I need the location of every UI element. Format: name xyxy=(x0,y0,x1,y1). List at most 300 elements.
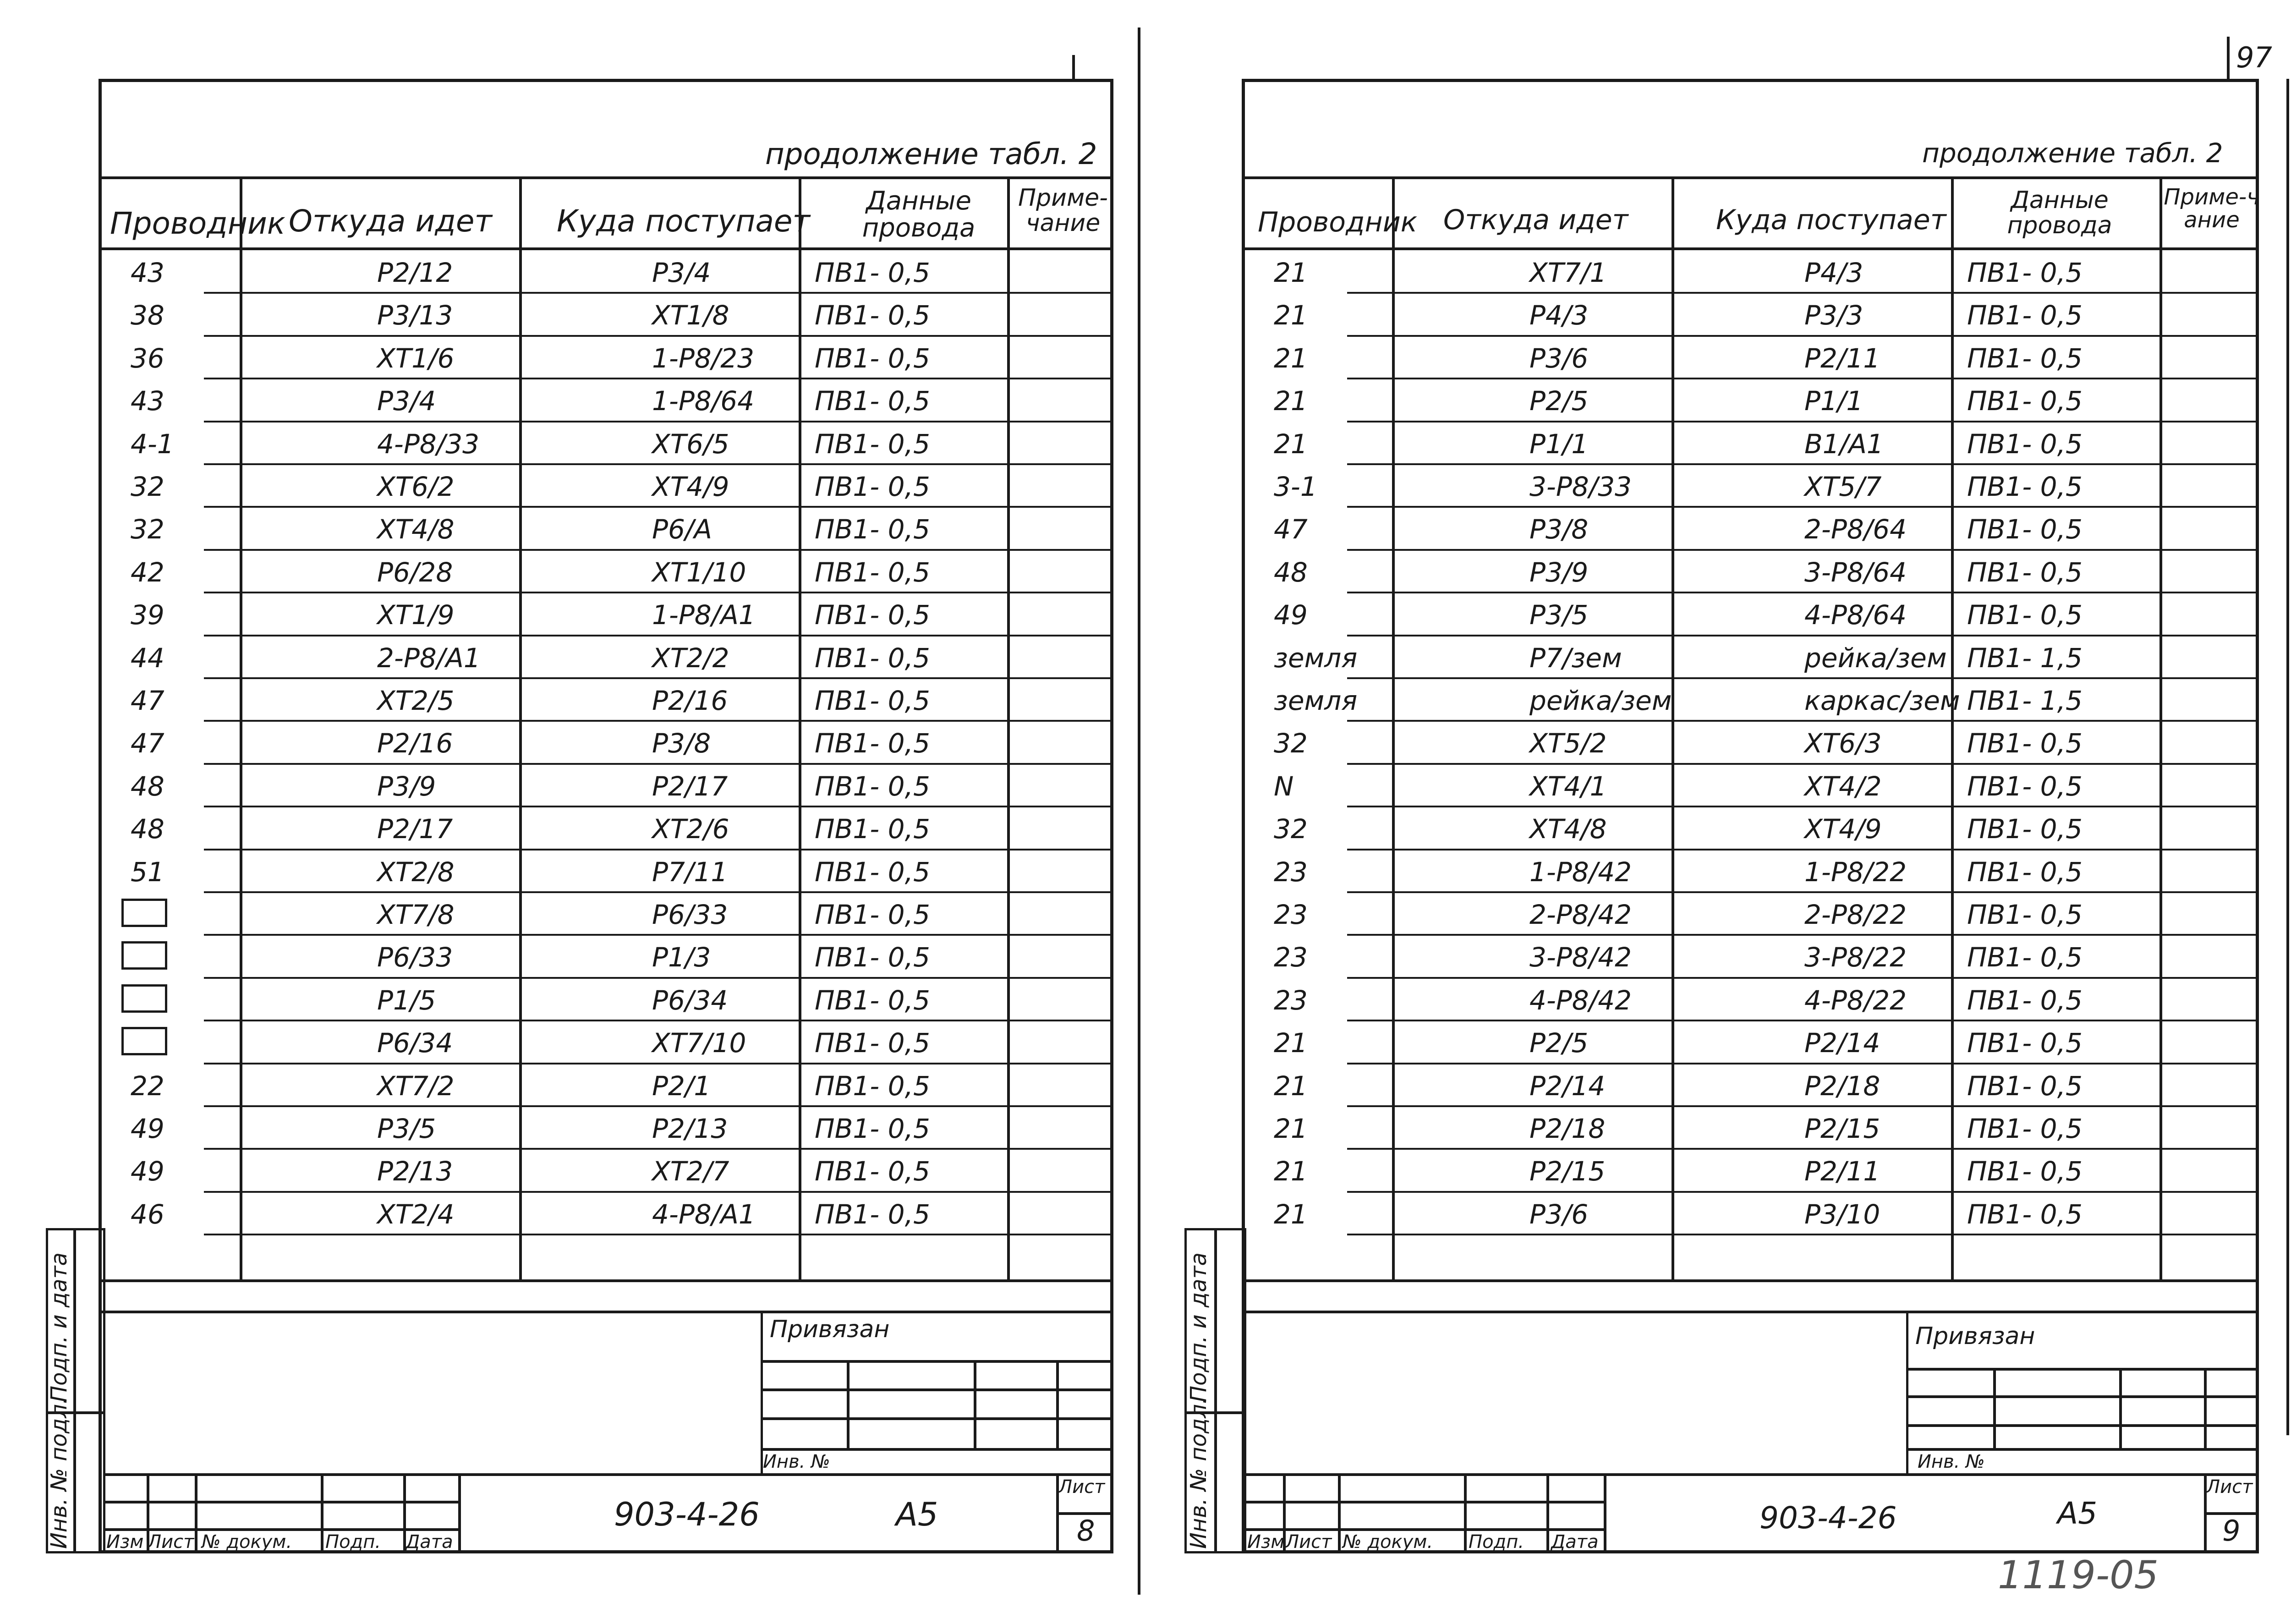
cell-conductor: 44 xyxy=(131,642,164,674)
cell-conductor: 47 xyxy=(131,685,164,716)
cell-conductor: 36 xyxy=(131,342,164,374)
left-sheet-label: Лист xyxy=(1058,1476,1105,1498)
right-stamp-top xyxy=(1246,1473,2259,1476)
left-top-tick xyxy=(1072,55,1075,81)
cell-from: 1-Р8/42 xyxy=(1529,856,1632,888)
cell-conductor: 49 xyxy=(131,1156,164,1187)
cell-conductor: 47 xyxy=(131,728,164,759)
row-separator xyxy=(1347,506,2259,508)
cell-conductor: 48 xyxy=(1274,556,1308,588)
cell-conductor: 23 xyxy=(1274,984,1308,1016)
row-separator xyxy=(1347,849,2259,850)
right-sheet-label: Лист xyxy=(2206,1476,2253,1498)
cell-conductor: 39 xyxy=(131,599,164,631)
left-header-from: Откуда идет xyxy=(289,203,492,239)
cell-from: Р2/16 xyxy=(377,728,453,759)
cell-wire-data: ПВ1- 0,5 xyxy=(815,514,930,545)
empty-conductor-box xyxy=(121,899,167,927)
cell-to: 1-Р8/А1 xyxy=(652,599,756,631)
right-page-number: 97 xyxy=(2236,41,2272,74)
left-table-top-line xyxy=(99,176,1113,179)
row-separator xyxy=(1347,1148,2259,1150)
cell-from: ХТ2/4 xyxy=(377,1198,455,1230)
left-bound-grid xyxy=(761,1311,1113,1476)
row-separator xyxy=(204,677,1113,679)
cell-from: 3-Р8/33 xyxy=(1529,471,1632,502)
left-side-label-top: Подп. и дата xyxy=(46,1252,72,1402)
left-side-label-bottom: Инв. № подл. xyxy=(46,1397,72,1549)
cell-wire-data: ПВ1- 0,5 xyxy=(1967,984,2083,1016)
left-bound-col-2 xyxy=(974,1360,976,1448)
cell-from: Р6/34 xyxy=(377,1027,453,1059)
cell-from: 2-Р8/42 xyxy=(1529,899,1632,930)
row-separator xyxy=(204,549,1113,551)
cell-wire-data: ПВ1- 0,5 xyxy=(1967,257,2083,288)
cell-to: Р2/17 xyxy=(652,770,728,802)
cell-to: 2-Р8/22 xyxy=(1804,899,1907,930)
cell-from: Р2/18 xyxy=(1529,1113,1606,1144)
left-header-conductor: Проводник xyxy=(110,206,285,241)
cell-to: Р2/13 xyxy=(652,1113,728,1144)
cell-from: Р3/5 xyxy=(1529,599,1589,631)
cell-wire-data: ПВ1- 0,5 xyxy=(815,257,930,288)
right-stamp-mid-1 xyxy=(1246,1501,1604,1503)
cell-conductor: 47 xyxy=(1274,514,1308,545)
right-header-from: Откуда идет xyxy=(1443,204,1628,236)
cell-to: 1-Р8/22 xyxy=(1804,856,1907,888)
cell-wire-data: ПВ1- 0,5 xyxy=(815,728,930,759)
cell-to: ХТ6/3 xyxy=(1804,728,1882,759)
cell-to: ХТ2/6 xyxy=(652,813,729,845)
cell-to: Р6/34 xyxy=(652,984,728,1016)
cell-to: ХТ1/10 xyxy=(652,556,746,588)
cell-from: 2-Р8/А1 xyxy=(377,642,481,674)
cell-to: 2-Р8/64 xyxy=(1804,514,1907,545)
right-header-wire-data: Данные провода xyxy=(2007,187,2112,239)
cell-conductor: 21 xyxy=(1274,428,1308,460)
right-stamp-col-3 xyxy=(1464,1473,1467,1553)
cell-from: Р6/33 xyxy=(377,942,453,973)
cell-conductor: 48 xyxy=(131,813,164,845)
left-col-divider-2 xyxy=(519,176,522,1281)
right-side-label-bottom: Инв. № подл. xyxy=(1186,1397,1211,1549)
cell-to: Р3/4 xyxy=(652,257,711,288)
cell-from: Р3/6 xyxy=(1529,342,1589,374)
row-separator xyxy=(1347,292,2259,294)
cell-from: 4-Р8/33 xyxy=(377,428,480,460)
cell-wire-data: ПВ1- 0,5 xyxy=(815,685,930,716)
cell-from: Р3/4 xyxy=(377,385,436,417)
cell-wire-data: ПВ1- 0,5 xyxy=(815,1070,930,1102)
cell-to: Р2/1 xyxy=(652,1070,711,1102)
cell-to: ХТ1/8 xyxy=(652,300,729,331)
row-separator xyxy=(204,421,1113,422)
cell-to: ХТ6/5 xyxy=(652,428,729,460)
row-separator xyxy=(204,1020,1113,1021)
cell-conductor: N xyxy=(1274,770,1294,802)
row-separator xyxy=(1347,891,2259,893)
right-stamp-col-4 xyxy=(1546,1473,1549,1553)
cell-from: Р2/15 xyxy=(1529,1156,1606,1187)
cell-from: Р2/14 xyxy=(1529,1070,1606,1102)
cell-to: каркас/зем xyxy=(1804,685,1960,716)
right-footer-code: 1119-05 xyxy=(1998,1553,2159,1597)
cell-from: Р3/13 xyxy=(377,300,453,331)
row-separator xyxy=(204,1105,1113,1107)
row-separator xyxy=(204,1148,1113,1150)
cell-wire-data: ПВ1- 0,5 xyxy=(1967,1156,2083,1187)
cell-to: Р2/18 xyxy=(1804,1070,1880,1102)
row-separator xyxy=(1347,806,2259,807)
cell-wire-data: ПВ1- 0,5 xyxy=(815,1156,930,1187)
cell-wire-data: ПВ1- 0,5 xyxy=(1967,899,2083,930)
cell-wire-data: ПВ1- 0,5 xyxy=(1967,1113,2083,1144)
cell-wire-data: ПВ1- 0,5 xyxy=(815,813,930,845)
cell-conductor: 3-1 xyxy=(1274,471,1317,502)
cell-wire-data: ПВ1- 0,5 xyxy=(815,642,930,674)
cell-conductor: 21 xyxy=(1274,1198,1308,1230)
row-separator xyxy=(204,849,1113,850)
cell-to: Р2/15 xyxy=(1804,1113,1880,1144)
row-separator xyxy=(204,378,1113,379)
cell-conductor: 38 xyxy=(131,300,164,331)
cell-wire-data: ПВ1- 0,5 xyxy=(1967,428,2083,460)
cell-wire-data: ПВ1- 0,5 xyxy=(1967,813,2083,845)
cell-conductor: 49 xyxy=(131,1113,164,1144)
right-side-label-top: Подп. и дата xyxy=(1186,1252,1211,1402)
cell-conductor: 49 xyxy=(1274,599,1308,631)
row-separator xyxy=(204,1063,1113,1064)
row-separator xyxy=(204,635,1113,636)
cell-wire-data: ПВ1- 0,5 xyxy=(815,770,930,802)
left-side-vdivider xyxy=(73,1228,76,1553)
cell-from: ХТ7/2 xyxy=(377,1070,455,1102)
cell-wire-data: ПВ1- 0,5 xyxy=(815,428,930,460)
cell-wire-data: ПВ1- 0,5 xyxy=(815,599,930,631)
row-separator xyxy=(204,763,1113,765)
row-separator xyxy=(1347,378,2259,379)
cell-from: Р3/8 xyxy=(1529,514,1589,545)
cell-to: Р3/3 xyxy=(1804,300,1863,331)
cell-wire-data: ПВ1- 0,5 xyxy=(1967,514,2083,545)
left-col-divider-3 xyxy=(799,176,801,1281)
cell-from: ХТ4/8 xyxy=(1529,813,1607,845)
row-separator xyxy=(204,506,1113,508)
cell-from: ХТ1/9 xyxy=(377,599,455,631)
cell-to: Р1/1 xyxy=(1804,385,1863,417)
cell-to: Р2/14 xyxy=(1804,1027,1880,1059)
cell-wire-data: ПВ1- 0,5 xyxy=(1967,300,2083,331)
left-stamp-col-3 xyxy=(321,1473,323,1553)
cell-from: Р2/17 xyxy=(377,813,453,845)
cell-conductor: 23 xyxy=(1274,856,1308,888)
left-bound-label: Привязан xyxy=(770,1316,890,1343)
cell-wire-data: ПВ1- 0,5 xyxy=(1967,342,2083,374)
cell-conductor: земля xyxy=(1274,685,1358,716)
cell-to: Р6/33 xyxy=(652,899,728,930)
cell-to: рейка/зем xyxy=(1804,642,1947,674)
right-table-caption: продолжение табл. 2 xyxy=(1922,137,2223,169)
left-stamp-col-list: Лист xyxy=(148,1531,194,1553)
cell-from: ХТ7/8 xyxy=(377,899,455,930)
right-stamp-col-5 xyxy=(1604,1473,1606,1553)
cell-from: Р7/зем xyxy=(1529,642,1622,674)
cell-to: ХТ4/2 xyxy=(1804,770,1882,802)
cell-conductor: 43 xyxy=(131,385,164,417)
cell-conductor: 32 xyxy=(131,471,164,502)
row-separator xyxy=(204,292,1113,294)
cell-from: Р2/5 xyxy=(1529,385,1589,417)
right-col-divider-3 xyxy=(1951,176,1954,1281)
left-doc-code: 903-4-26 xyxy=(614,1496,760,1533)
left-sheet-number: 8 xyxy=(1077,1514,1095,1547)
cell-conductor: 22 xyxy=(131,1070,164,1102)
cell-conductor: 21 xyxy=(1274,1113,1308,1144)
cell-to: ХТ7/10 xyxy=(652,1027,746,1059)
cell-conductor: земля xyxy=(1274,642,1358,674)
cell-to: 4-Р8/22 xyxy=(1804,984,1907,1016)
row-separator xyxy=(1347,1020,2259,1021)
row-separator xyxy=(204,463,1113,465)
right-col-divider-4 xyxy=(2159,176,2162,1281)
row-separator xyxy=(1347,677,2259,679)
empty-conductor-box xyxy=(121,941,167,970)
row-separator xyxy=(1347,549,2259,551)
cell-wire-data: ПВ1- 0,5 xyxy=(1967,1198,2083,1230)
cell-wire-data: ПВ1- 1,5 xyxy=(1967,685,2083,716)
row-separator xyxy=(1347,1063,2259,1064)
cell-wire-data: ПВ1- 0,5 xyxy=(815,1113,930,1144)
left-stamp-col-2 xyxy=(195,1473,197,1553)
cell-to: Р4/3 xyxy=(1804,257,1863,288)
cell-to: ХТ2/7 xyxy=(652,1156,729,1187)
cell-to: Р7/11 xyxy=(652,856,728,888)
cell-wire-data: ПВ1- 0,5 xyxy=(815,984,930,1016)
cell-wire-data: ПВ1- 0,5 xyxy=(1967,1070,2083,1102)
cell-wire-data: ПВ1- 0,5 xyxy=(1967,1027,2083,1059)
right-stamp-mid-2 xyxy=(1246,1528,1604,1531)
left-header-note: Приме-чание xyxy=(1018,184,1108,237)
right-doc-code: 903-4-26 xyxy=(1759,1500,1897,1536)
row-separator xyxy=(204,720,1113,722)
row-separator xyxy=(1347,934,2259,936)
cell-to: 4-Р8/А1 xyxy=(652,1198,756,1230)
cell-wire-data: ПВ1- 0,5 xyxy=(815,385,930,417)
left-bound-row-4 xyxy=(761,1448,1113,1451)
cell-from: Р2/5 xyxy=(1529,1027,1589,1059)
empty-conductor-box xyxy=(121,984,167,1013)
cell-conductor: 48 xyxy=(131,770,164,802)
cell-conductor: 21 xyxy=(1274,1070,1308,1102)
right-bound-row-4 xyxy=(1906,1448,2259,1451)
cell-wire-data: ПВ1- 0,5 xyxy=(815,856,930,888)
right-header-conductor: Проводник xyxy=(1258,206,1417,238)
cell-wire-data: ПВ1- 0,5 xyxy=(815,300,930,331)
cell-wire-data: ПВ1- 0,5 xyxy=(815,942,930,973)
row-separator xyxy=(1347,720,2259,722)
cell-wire-data: ПВ1- 0,5 xyxy=(1967,385,2083,417)
right-bound-col-1 xyxy=(1993,1368,1996,1448)
cell-conductor: 32 xyxy=(131,514,164,545)
cell-wire-data: ПВ1- 0,5 xyxy=(815,899,930,930)
cell-wire-data: ПВ1- 1,5 xyxy=(1967,642,2083,674)
center-fold-line xyxy=(1138,27,1140,1595)
cell-from: Р6/28 xyxy=(377,556,453,588)
cell-to: В1/А1 xyxy=(1804,428,1884,460)
left-header-to: Куда поступает xyxy=(557,203,810,239)
empty-conductor-box xyxy=(121,1027,167,1055)
cell-conductor: 21 xyxy=(1274,300,1308,331)
cell-conductor: 21 xyxy=(1274,342,1308,374)
cell-conductor: 43 xyxy=(131,257,164,288)
right-top-tick xyxy=(2227,37,2230,81)
cell-from: Р2/12 xyxy=(377,257,453,288)
right-side-rule xyxy=(2286,79,2289,1435)
cell-from: ХТ2/8 xyxy=(377,856,455,888)
cell-wire-data: ПВ1- 0,5 xyxy=(1967,770,2083,802)
cell-to: Р6/А xyxy=(652,514,713,545)
cell-from: ХТ1/6 xyxy=(377,342,455,374)
right-stamp-col-2 xyxy=(1338,1473,1341,1553)
cell-to: 4-Р8/64 xyxy=(1804,599,1907,631)
cell-wire-data: ПВ1- 0,5 xyxy=(1967,728,2083,759)
right-stamp-col-sign: Подп. xyxy=(1469,1531,1524,1553)
cell-conductor: 21 xyxy=(1274,385,1308,417)
cell-wire-data: ПВ1- 0,5 xyxy=(1967,471,2083,502)
cell-from: ХТ2/5 xyxy=(377,685,455,716)
row-separator xyxy=(204,592,1113,593)
right-stamp-col-izm: Изм xyxy=(1247,1531,1285,1553)
cell-to: ХТ5/7 xyxy=(1804,471,1882,502)
cell-wire-data: ПВ1- 0,5 xyxy=(1967,856,2083,888)
cell-conductor: 21 xyxy=(1274,1027,1308,1059)
row-separator xyxy=(204,1234,1113,1235)
row-separator xyxy=(1347,1234,2259,1235)
left-stamp-col-5 xyxy=(458,1473,461,1553)
cell-wire-data: ПВ1- 0,5 xyxy=(815,342,930,374)
cell-from: 3-Р8/42 xyxy=(1529,942,1632,973)
cell-to: 1-Р8/23 xyxy=(652,342,755,374)
cell-wire-data: ПВ1- 0,5 xyxy=(1967,599,2083,631)
right-bound-label: Привязан xyxy=(1915,1322,2035,1350)
left-stamp-col-sign: Подп. xyxy=(325,1531,381,1553)
right-table-bottom-line xyxy=(1242,1279,2259,1282)
left-bound-row-2 xyxy=(761,1388,1113,1391)
row-separator xyxy=(1347,1105,2259,1107)
row-separator xyxy=(1347,635,2259,636)
right-header-note: Приме-чание xyxy=(2164,184,2260,233)
cell-to: Р1/3 xyxy=(652,942,711,973)
cell-conductor: 21 xyxy=(1274,1156,1308,1187)
cell-from: Р3/5 xyxy=(377,1113,436,1144)
right-col-divider-1 xyxy=(1392,176,1395,1281)
cell-from: ХТ6/2 xyxy=(377,471,455,502)
cell-wire-data: ПВ1- 0,5 xyxy=(815,1198,930,1230)
left-stamp-col-doc: № докум. xyxy=(202,1531,292,1553)
cell-wire-data: ПВ1- 0,5 xyxy=(815,1027,930,1059)
row-separator xyxy=(204,891,1113,893)
cell-to: Р2/11 xyxy=(1804,1156,1880,1187)
right-sheet-number: 9 xyxy=(2222,1514,2241,1547)
row-separator xyxy=(204,934,1113,936)
row-separator xyxy=(204,335,1113,337)
left-stamp-col-date: Дата xyxy=(406,1531,453,1553)
left-bound-row-1 xyxy=(761,1360,1113,1363)
left-header-bottom-line xyxy=(99,247,1113,250)
cell-from: Р4/3 xyxy=(1529,300,1589,331)
cell-to: 3-Р8/64 xyxy=(1804,556,1907,588)
cell-conductor: 42 xyxy=(131,556,164,588)
row-separator xyxy=(1347,463,2259,465)
cell-from: ХТ5/2 xyxy=(1529,728,1607,759)
cell-from: Р2/13 xyxy=(377,1156,453,1187)
cell-to: Р3/8 xyxy=(652,728,711,759)
cell-from: Р3/9 xyxy=(377,770,436,802)
cell-conductor: 23 xyxy=(1274,942,1308,973)
left-bound-col-1 xyxy=(847,1360,850,1448)
left-table-caption: продолжение табл. 2 xyxy=(765,137,1097,171)
cell-to: Р2/16 xyxy=(652,685,728,716)
cell-from: ХТ4/8 xyxy=(377,514,455,545)
cell-conductor: 4-1 xyxy=(131,428,174,460)
cell-wire-data: ПВ1- 0,5 xyxy=(815,556,930,588)
cell-from: рейка/зем xyxy=(1529,685,1672,716)
row-separator xyxy=(1347,1191,2259,1193)
cell-to: ХТ2/2 xyxy=(652,642,729,674)
right-stamp-col-list: Лист xyxy=(1285,1531,1332,1553)
cell-from: ХТ7/1 xyxy=(1529,257,1607,288)
cell-conductor: 32 xyxy=(1274,728,1308,759)
row-separator xyxy=(1347,335,2259,337)
right-side-vdivider xyxy=(1214,1228,1217,1553)
cell-from: Р3/9 xyxy=(1529,556,1589,588)
right-col-divider-2 xyxy=(1672,176,1674,1281)
cell-from: ХТ4/1 xyxy=(1529,770,1607,802)
cell-from: Р1/1 xyxy=(1529,428,1589,460)
cell-wire-data: ПВ1- 0,5 xyxy=(1967,556,2083,588)
row-separator xyxy=(204,806,1113,807)
cell-to: Р2/11 xyxy=(1804,342,1880,374)
right-format: А5 xyxy=(2057,1496,2098,1531)
right-stamp-col-date: Дата xyxy=(1551,1531,1599,1553)
left-bound-row-3 xyxy=(761,1417,1113,1420)
cell-conductor: 32 xyxy=(1274,813,1308,845)
right-bound-col-2 xyxy=(2119,1368,2122,1448)
right-stamp-col-doc: № докум. xyxy=(1343,1531,1433,1553)
left-header-wire-data: Данные провода xyxy=(862,186,976,243)
row-separator xyxy=(1347,421,2259,422)
left-col-divider-1 xyxy=(240,176,242,1281)
cell-conductor: 51 xyxy=(131,856,164,888)
left-stamp-top xyxy=(105,1473,1113,1476)
row-separator xyxy=(1347,763,2259,765)
cell-wire-data: ПВ1- 0,5 xyxy=(1967,942,2083,973)
right-header-to: Куда поступает xyxy=(1716,204,1946,236)
left-format: А5 xyxy=(896,1496,938,1533)
right-bound-col-3 xyxy=(2204,1368,2207,1448)
cell-to: Р3/10 xyxy=(1804,1198,1880,1230)
cell-to: ХТ4/9 xyxy=(1804,813,1882,845)
right-inv-label: Инв. № xyxy=(1918,1451,1985,1472)
cell-conductor: 23 xyxy=(1274,899,1308,930)
cell-from: Р1/5 xyxy=(377,984,436,1016)
cell-conductor: 46 xyxy=(131,1198,164,1230)
cell-to: 3-Р8/22 xyxy=(1804,942,1907,973)
cell-from: Р3/6 xyxy=(1529,1198,1589,1230)
left-inv-label: Инв. № xyxy=(763,1451,830,1472)
row-separator xyxy=(1347,592,2259,593)
left-table-bottom-line xyxy=(99,1279,1113,1282)
